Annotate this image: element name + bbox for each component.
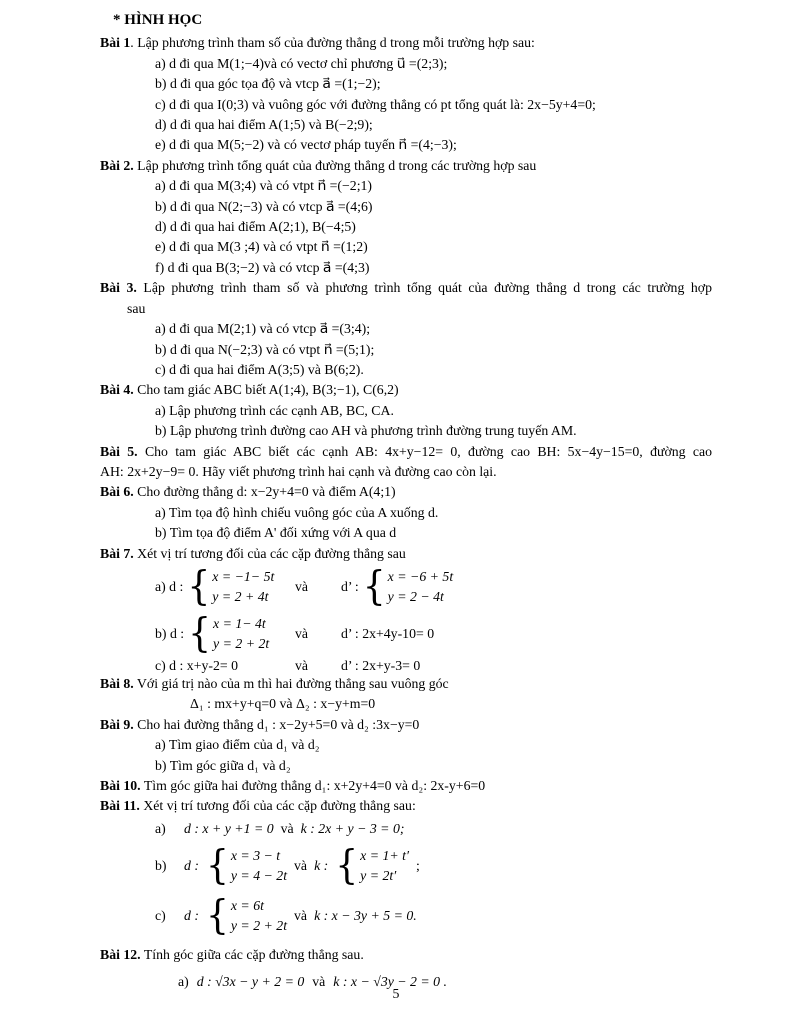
equation-system xyxy=(205,842,288,889)
equation-y: y = 2 + 2t xyxy=(230,917,288,933)
system-brace: { xyxy=(362,563,386,610)
exercise-7-heading xyxy=(100,544,712,564)
exercise-6-number: Bài 6. xyxy=(100,484,134,500)
exercise-7-title: Xét vị trí tương đối của các cặp đường thẳng sau xyxy=(133,545,406,561)
line-d-equation: d : x + y +1 = 0 xyxy=(184,820,274,836)
exercise-3-item-b: b) d đi qua N(−2;3) và có vtpt n⃗ =(5;1); xyxy=(155,341,375,357)
line-d-equation: d : √3x − y + 2 = 0 xyxy=(196,974,305,990)
exercise-11-item-b xyxy=(100,841,712,891)
exercise-1-item-b: b) d đi qua góc tọa độ và vtcp a⃗ =(1;−2); xyxy=(155,76,381,92)
exercise-3-number: Bài 3. xyxy=(100,280,137,296)
equation-x: x = 6t xyxy=(230,897,264,913)
item-label: b) d : xyxy=(155,626,185,642)
exercise-5-line2: AH: 2x+2y−9= 0. Hãy viết phương trình hai cạnh và đường cao còn lại. xyxy=(100,463,497,479)
line-dprime-equation: d’ : 2x+4y-10= 0 xyxy=(341,626,435,642)
line-k-equation: k : 2x + y − 3 = 0; xyxy=(300,820,405,836)
exercise-9-title: Cho hai đường thẳng d₁ : x−2y+5=0 và d₂ :3x−y=0 xyxy=(133,716,420,732)
equation-x: x = −1− 5t xyxy=(212,569,275,585)
exercise-1-item-a: a) d đi qua M(1;−4)và có vectơ chỉ phương u⃗ =(2;3); xyxy=(155,55,448,71)
exercise-4-item-b: b) Lập phương trình đường cao AH và phương trình đường trung tuyến AM. xyxy=(155,423,577,439)
system-equations xyxy=(360,846,409,886)
system-brace: { xyxy=(335,842,359,889)
line-d-label: d : xyxy=(184,907,199,923)
exercise-9 xyxy=(100,715,712,776)
exercise-10-number: Bài 10. xyxy=(100,778,141,793)
exercise-7-item-a xyxy=(100,564,712,611)
system-brace: { xyxy=(188,610,212,657)
line-k-equation: k : x − √3y − 2 = 0 . xyxy=(333,974,447,990)
line-k-label: k : xyxy=(314,857,329,873)
system-brace: { xyxy=(205,892,229,939)
exercise-8-delta-line: Δ₁ : mx+y+q=0 và Δ₂ : x−y+m=0 xyxy=(190,696,376,712)
exercise-10-title: Tìm góc giữa hai đường thẳng d₁: x+2y+4=0 và d₂: 2x-y+6=0 xyxy=(140,778,486,793)
exercise-7-item-c xyxy=(100,658,712,674)
system-equations xyxy=(388,567,453,607)
exercise-5 xyxy=(100,442,712,483)
exercise-2-number: Bài 2. xyxy=(100,157,134,173)
conjunction: và xyxy=(294,907,308,923)
exercise-2-item-d: d) d đi qua hai điểm A(2;1), B(−4;5) xyxy=(155,219,356,235)
exercise-2-item-b: b) d đi qua N(2;−3) và có vtcp a⃗ =(4;6) xyxy=(155,198,373,214)
exercise-5-number: Bài 5. xyxy=(100,443,138,459)
exercise-3-heading xyxy=(100,278,712,298)
conjunction: và xyxy=(294,857,308,873)
exercise-10-heading xyxy=(100,776,712,796)
punctuation: ; xyxy=(415,857,420,873)
exercise-11 xyxy=(100,796,712,940)
exercise-1 xyxy=(100,33,712,155)
exercise-8-heading xyxy=(100,674,712,694)
exercise-4-number: Bài 4. xyxy=(100,382,134,398)
exercise-7-item-b xyxy=(100,611,712,658)
exercise-6-item-a: a) Tìm tọa độ hình chiếu vuông góc của A xuống d. xyxy=(155,504,439,520)
page-title: * HÌNH HỌC xyxy=(113,12,203,28)
line-k-equation: k : x − 3y + 5 = 0. xyxy=(314,907,417,923)
item-label: a) xyxy=(178,974,189,990)
conjunction: và xyxy=(280,820,294,836)
exercise-6-item-b: b) Tìm tọa độ điểm A' đối xứng với A qua d xyxy=(155,525,397,541)
exercise-1-item-d: d) d đi qua hai điểm A(1;5) và B(−2;9); xyxy=(155,117,373,133)
equation-system xyxy=(187,563,275,610)
exercise-4-item-a: a) Lập phương trình các cạnh AB, BC, CA. xyxy=(155,402,394,418)
line-d-equation: c) d : x+y-2= 0 xyxy=(155,657,238,673)
equation-y: y = 2 + 2t xyxy=(213,636,270,652)
item-label: a) d : xyxy=(155,579,184,595)
exercise-1-title: . Lập phương trình tham số của đường thẳng d trong mỗi trường hợp sau: xyxy=(130,35,535,51)
equation-y: y = 2 − 4t xyxy=(387,589,444,605)
exercise-5-title: Cho tam giác ABC biết các cạnh AB: 4x+y−12= 0, đường cao BH: 5x−4y−15=0, đường cao xyxy=(137,443,713,459)
exercise-1-heading xyxy=(100,33,712,53)
system-equations xyxy=(231,896,287,936)
exercise-12-heading xyxy=(100,945,712,965)
item-label: d’ : xyxy=(341,579,359,595)
item-label: a) xyxy=(155,820,166,836)
item-label: b) xyxy=(155,857,167,873)
exercise-2-item-f: f) d đi qua B(3;−2) và có vtcp a⃗ =(4;3) xyxy=(155,259,370,275)
exercise-4 xyxy=(100,380,712,441)
equation-system xyxy=(335,842,409,889)
page-number: 5 xyxy=(392,986,400,1001)
line-d-group xyxy=(155,610,295,657)
exercise-9-item-b: b) Tìm góc giữa d₁ và d₂ xyxy=(155,757,291,773)
equation-y: y = 2 + 4t xyxy=(212,589,269,605)
exercise-9-item-a: a) Tìm giao điểm của d₁ và d₂ xyxy=(155,737,320,753)
system-equations xyxy=(213,614,269,654)
exercise-2-heading xyxy=(100,156,712,176)
line-dprime-equation: d’ : 2x+y-3= 0 xyxy=(341,657,421,673)
equation-x: x = 1− 4t xyxy=(213,616,266,632)
system-equations xyxy=(231,846,287,886)
line-dprime-group xyxy=(341,563,454,610)
exercise-11-number: Bài 11. xyxy=(100,798,140,814)
exercise-2-item-e: e) d đi qua M(3 ;4) và có vtpt n⃗ =(1;2) xyxy=(155,239,368,255)
system-equations xyxy=(212,567,274,607)
system-brace: { xyxy=(205,842,229,889)
exercise-3 xyxy=(100,278,712,380)
exercise-9-heading xyxy=(100,715,712,735)
exercise-11-item-a xyxy=(100,817,712,841)
equation-x: x = −6 + 5t xyxy=(387,569,454,585)
exercise-11-title: Xét vị trí tương đối của các cặp đường thẳng sau: xyxy=(139,798,416,814)
exercise-12-number: Bài 12. xyxy=(100,946,141,962)
equation-system xyxy=(205,892,288,939)
conjunction: và xyxy=(312,974,326,990)
exercise-6-title: Cho đường thẳng d: x−2y+4=0 và điểm A(4;1) xyxy=(133,484,396,500)
exercise-5-line1 xyxy=(100,442,712,462)
system-brace: { xyxy=(187,563,211,610)
exercise-6-heading xyxy=(100,482,712,502)
exercise-3-title: Lập phương trình tham số và phương trình tổng quát của đường thẳng d trong các trường hợp xyxy=(136,280,713,296)
exercise-3-item-c: c) d đi qua hai điểm A(3;5) và B(6;2). xyxy=(155,361,364,377)
exercise-6 xyxy=(100,482,712,543)
document-content xyxy=(100,10,712,1001)
exercise-1-number: Bài 1 xyxy=(100,35,131,51)
exercise-8-number: Bài 8. xyxy=(100,675,134,691)
equation-y: y = 2t′ xyxy=(360,867,397,883)
exercise-9-number: Bài 9. xyxy=(100,716,134,732)
exercise-3-item-a: a) d đi qua M(2;1) và có vtcp a⃗ =(3;4); xyxy=(155,321,371,337)
equation-y: y = 4 − 2t xyxy=(230,867,288,883)
exercise-11-item-c xyxy=(100,891,712,941)
equation-x: x = 1+ t′ xyxy=(360,847,409,863)
exercise-8-title: Với giá trị nào của m thì hai đường thẳng sau vuông góc xyxy=(133,675,449,691)
line-d-group xyxy=(155,563,295,610)
exercise-7 xyxy=(100,544,712,674)
exercise-2 xyxy=(100,156,712,278)
exercise-3-heading-line2: sau xyxy=(127,300,146,316)
exercise-2-item-a: a) d đi qua M(3;4) và có vtpt n⃗ =(−2;1) xyxy=(155,178,373,194)
exercise-11-heading xyxy=(100,796,712,816)
conjunction: và xyxy=(295,579,309,595)
exercise-8 xyxy=(100,674,712,715)
equation-system xyxy=(362,563,454,610)
exercise-1-item-c: c) d đi qua I(0;3) và vuông góc với đường thẳng có pt tổng quát là: 2x−5y+4=0; xyxy=(155,96,596,112)
exercise-2-title: Lập phương trình tổng quát của đường thẳng d trong các trường hợp sau xyxy=(133,157,537,173)
conjunction: và xyxy=(295,626,309,642)
exercise-10 xyxy=(100,776,712,796)
equation-system xyxy=(188,610,270,657)
conjunction: và xyxy=(295,657,309,673)
exercise-12-title: Tính góc giữa các cặp đường thẳng sau. xyxy=(140,946,364,962)
line-d-label: d : xyxy=(184,857,199,873)
exercise-4-title: Cho tam giác ABC biết A(1;4), B(3;−1), C(6,2) xyxy=(133,382,399,398)
exercise-7-number: Bài 7. xyxy=(100,545,134,561)
equation-x: x = 3 − t xyxy=(230,847,281,863)
exercise-1-item-e: e) d đi qua M(5;−2) và có vectơ pháp tuyến n⃗ =(4;−3); xyxy=(155,137,457,153)
exercise-4-heading xyxy=(100,380,712,400)
item-label: c) xyxy=(155,907,166,923)
